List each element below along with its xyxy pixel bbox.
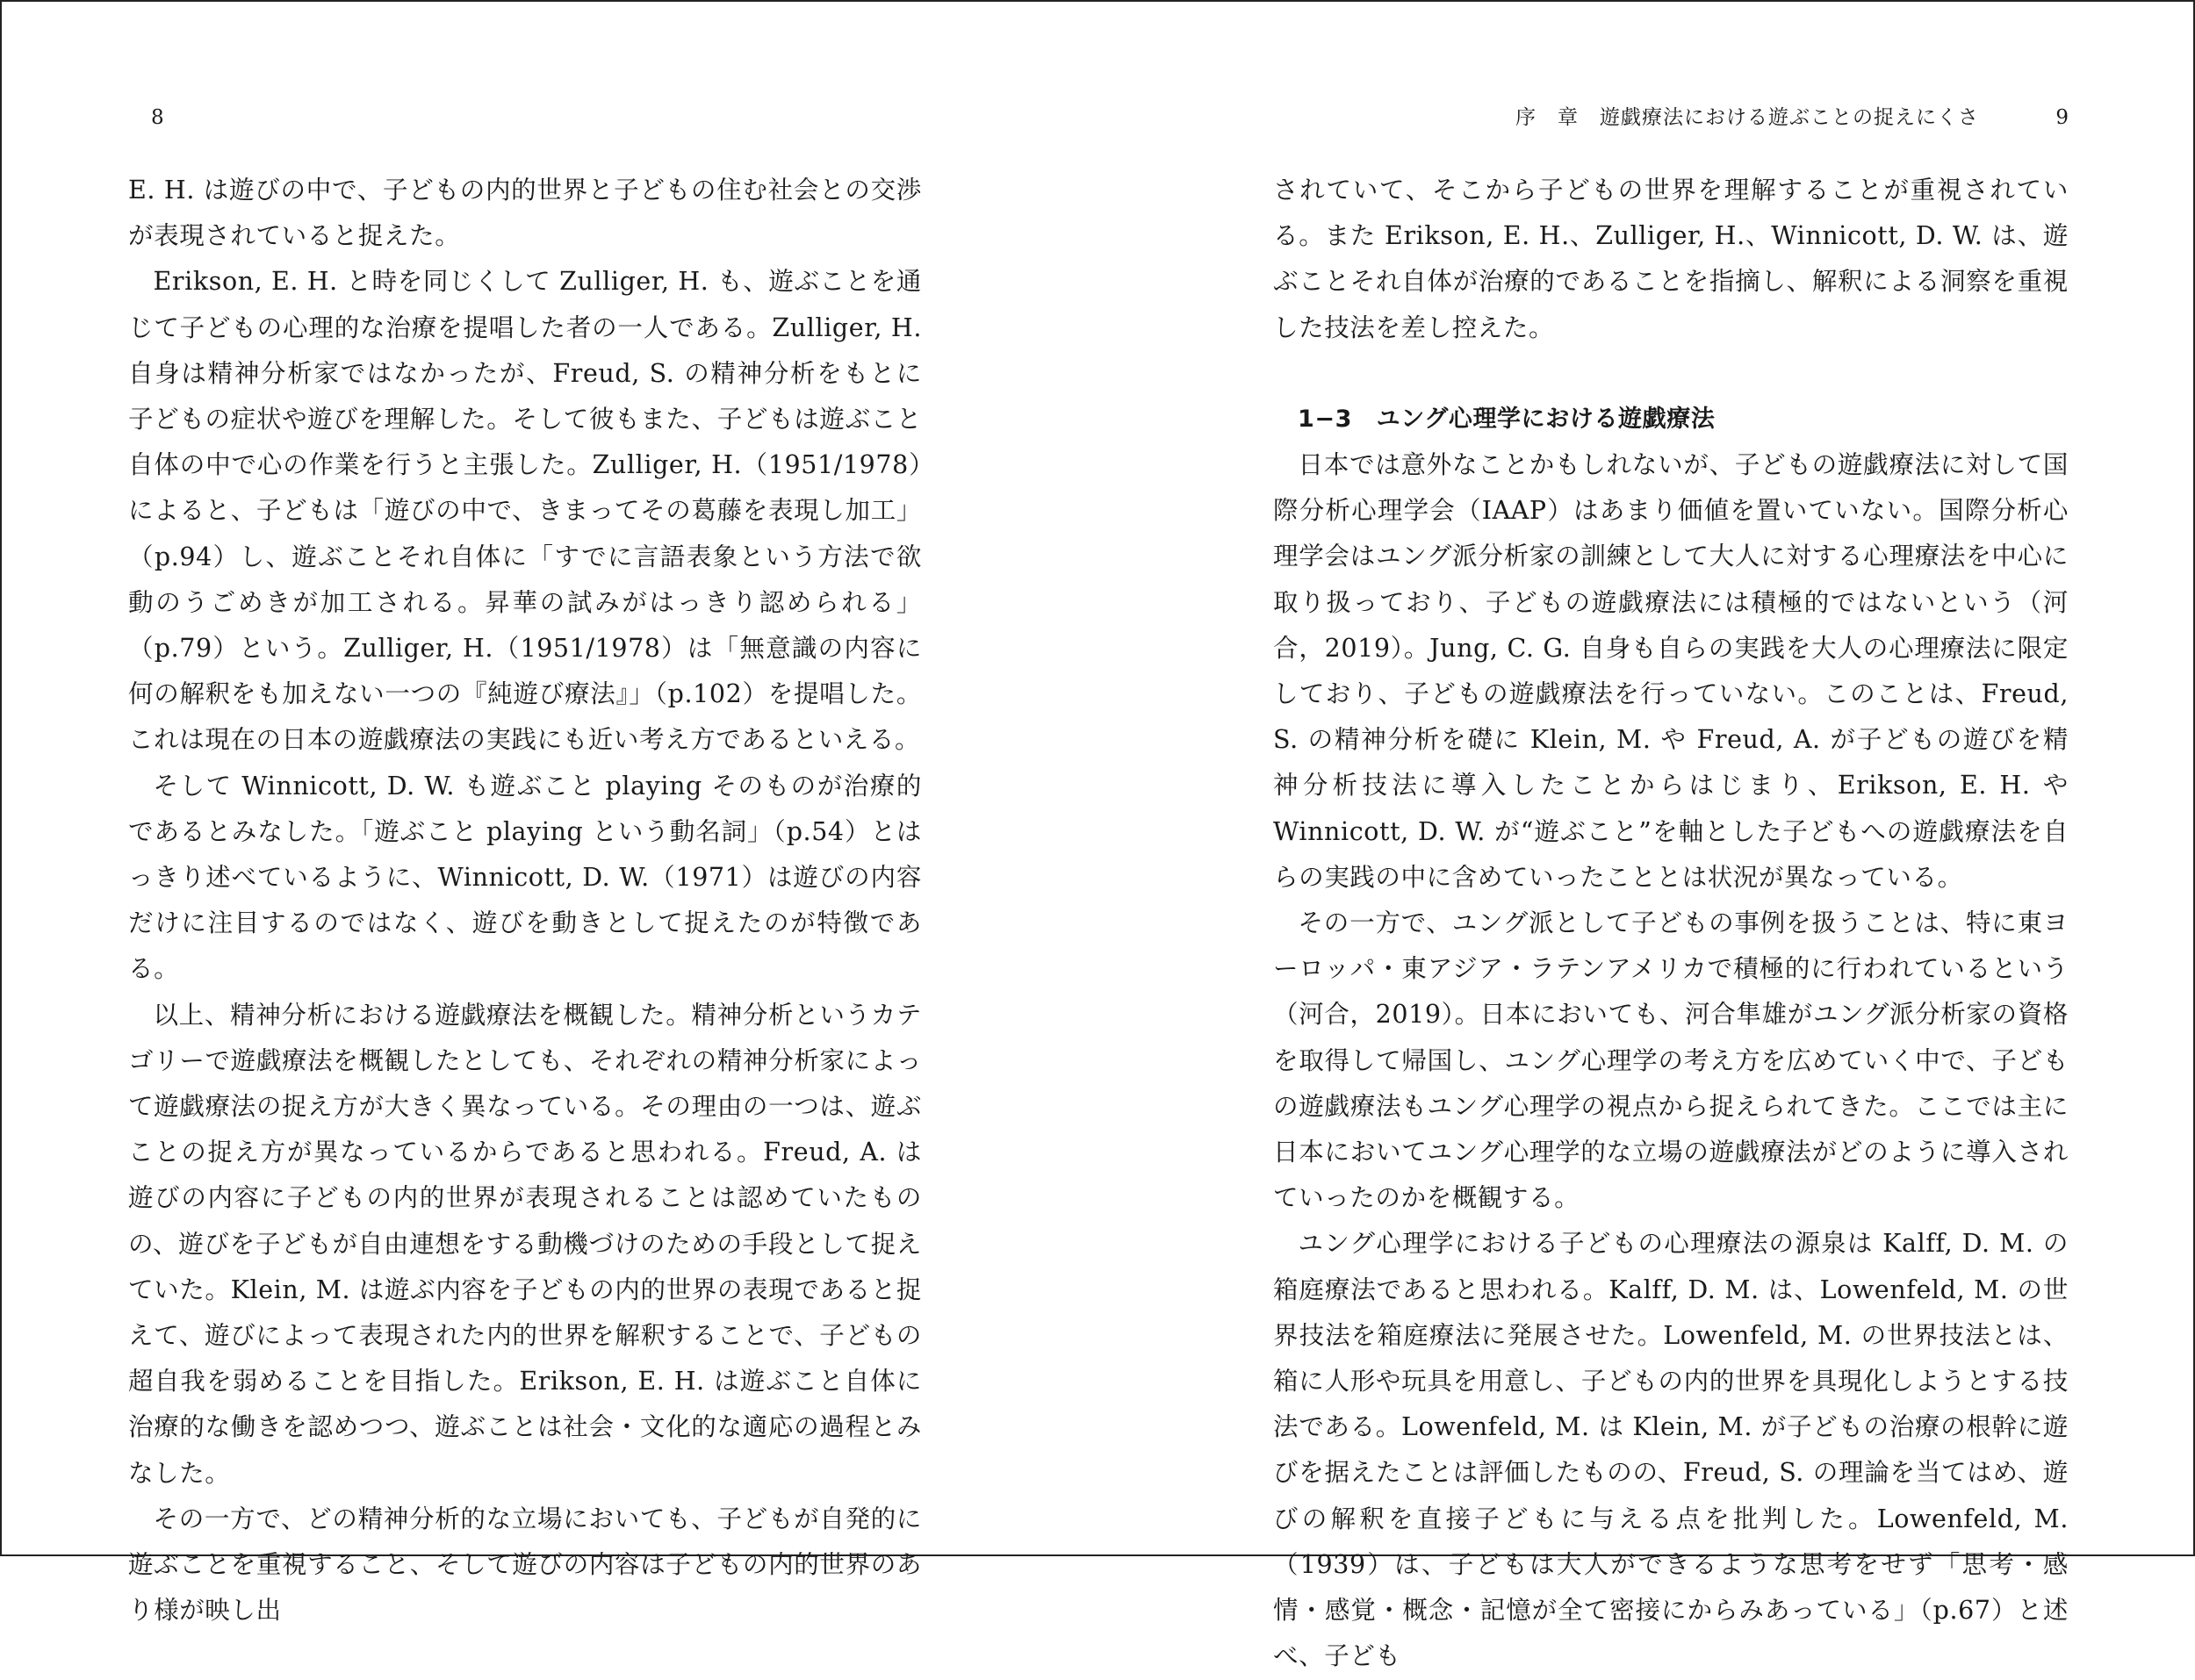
page-number-right: 9 [2055, 106, 2069, 129]
paragraph-continued: されていて、そこから子どもの世界を理解することが重視されている。また Erikson, E. H.、Zulliger, H.、Winnicott, D. W. は、遊ぶことそれ自体が治療的であることを指摘し、解釈による洞察を重視した技法を差し控えた。 [1273, 176, 2069, 342]
paragraph-winnicott: そして Winnicott, D. W. も遊ぶこと playing そのものが治療的であるとみなした。「遊ぶこと playing という動名詞」（p.54）とはっきり述べているように、Winnicott, D. W.（1971）は遊びの内容だけに注目するのではなく、遊びを動きとして捉えたのが特徴である。 [128, 771, 922, 984]
paragraph-continued: E. H. は遊びの中で、子どもの内的世界と子どもの住む社会との交渉が表現されていると捉えた。 [128, 176, 922, 251]
right-page [1273, 0, 2069, 1671]
section-heading: 1−3 ユング心理学における遊戯療法 [1298, 405, 1716, 433]
paragraph-jungian-cases: その一方で、ユング派として子どもの事例を扱うことは、特に東ヨーロッパ・東アジア・ラテンアメリカで積極的に行われているという（河合，2019）。日本においても、河合隼雄がユング派分析家の資格を取得して帰国し、ユング心理学の考え方を広めていく中で、子どもの遊戯療法もユング心理学の視点から捉えられてきた。ここでは主に日本においてユング心理学的な立場の遊戯療法がどのように導入されていったのかを概観する。 [1273, 908, 2069, 1213]
right-page-body [1273, 168, 2069, 1680]
paragraph-sandplay: ユング心理学における子どもの心理療法の源泉は Kalff, D. M. の箱庭療法であると思われる。Kalff, D. M. は、Lowenfeld, M. の世界技法を箱庭療法に発展させた。Lowenfeld, M. の世界技法とは、箱に人形や玩具を用意し、子どもの内的世界を具現化しようとする技法である。Lowenfeld, M. は Klein, M. が子どもの治療の根幹に遊びを据えたことは評価したものの、Freud, S. の理論を当てはめ、遊びの解釈を直接子どもに与える点を批判した。Lowenfeld, M.（1939）は、子どもは大人ができるような思考をせず「思考・感情・感覚・概念・記憶が全て密接にからみあっている」（p.67）と述べ、子ども [1273, 1229, 2069, 1671]
left-page-header [128, 100, 922, 135]
page-number-left: 8 [151, 106, 164, 129]
paragraph-common-ground: その一方で、どの精神分析的な立場においても、子どもが自発的に遊ぶことを重視すること、そして遊びの内容は子どもの内的世界のあり様が映し出 [128, 1504, 922, 1626]
paragraph-iaap: 日本では意外なことかもしれないが、子どもの遊戯療法に対して国際分析心理学会（IAAP）はあまり価値を置いていない。国際分析心理学会はユング派分析家の訓練として大人に対する心理療法を中心に取り扱っており、子どもの遊戯療法には積極的ではないという（河合，2019）。Jung, C. G. 自身も自らの実践を大人の心理療法に限定しており、子どもの遊戯療法を行っていない。このことは、Freud, S. の精神分析を礎に Klein, M. や Freud, A. が子どもの遊びを精神分析技法に導入したことからはじまり、Erikson, E. H. や Winnicott, D. W. が“遊ぶこと”を軸とした子どもへの遊戯療法を自らの実践の中に含めていったこととは状況が異なっている。 [1273, 450, 2069, 892]
right-page-header [1273, 100, 2069, 135]
left-page-body [128, 168, 922, 1634]
running-head: 序 章 遊戯療法における遊ぶことの捉えにくさ [1515, 106, 1979, 129]
paragraph-summary: 以上、精神分析における遊戯療法を概観した。精神分析というカテゴリーで遊戯療法を概観したとしても、それぞれの精神分析家によって遊戯療法の捉え方が大きく異なっている。その理由の一つは、遊ぶことの捉え方が異なっているからであると思われる。Freud, A. は遊びの内容に子どもの内的世界が表現されることは認めていたものの、遊びを子どもが自由連想をする動機づけのための手段として捉えていた。Klein, M. は遊ぶ内容を子どもの内的世界の表現であると捉えて、遊びによって表現された内的世界を解釈することで、子どもの超自我を弱めることを目指した。Erikson, E. H. は遊ぶこと自体に治療的な働きを認めつつ、遊ぶことは社会・文化的な適応の過程とみなした。 [128, 1000, 922, 1488]
left-page [128, 0, 922, 1626]
paragraph-zulliger: Erikson, E. H. と時を同じくして Zulliger, H. も、遊ぶことを通じて子どもの心理的な治療を提唱した者の一人である。Zulliger, H. 自身は精神分析家ではなかったが、Freud, S. の精神分析をもとに子どもの症状や遊びを理解した。そして彼もまた、子どもは遊ぶこと自体の中で心の作業を行うと主張した。Zulliger, H.（1951/1978）によると、子どもは「遊びの中で、きまってその葛藤を表現し加工」（p.94）し、遊ぶことそれ自体に「すでに言語表象という方法で欲動のうごめきが加工される。昇華の試みがはっきり認められる」（p.79）という。Zulliger, H.（1951/1978）は「無意識の内容に何の解釈をも加えない一つの『純遊び療法』」（p.102）を提唱した。これは現在の日本の遊戯療法の実践にも近い考え方であるといえる。 [128, 267, 922, 755]
